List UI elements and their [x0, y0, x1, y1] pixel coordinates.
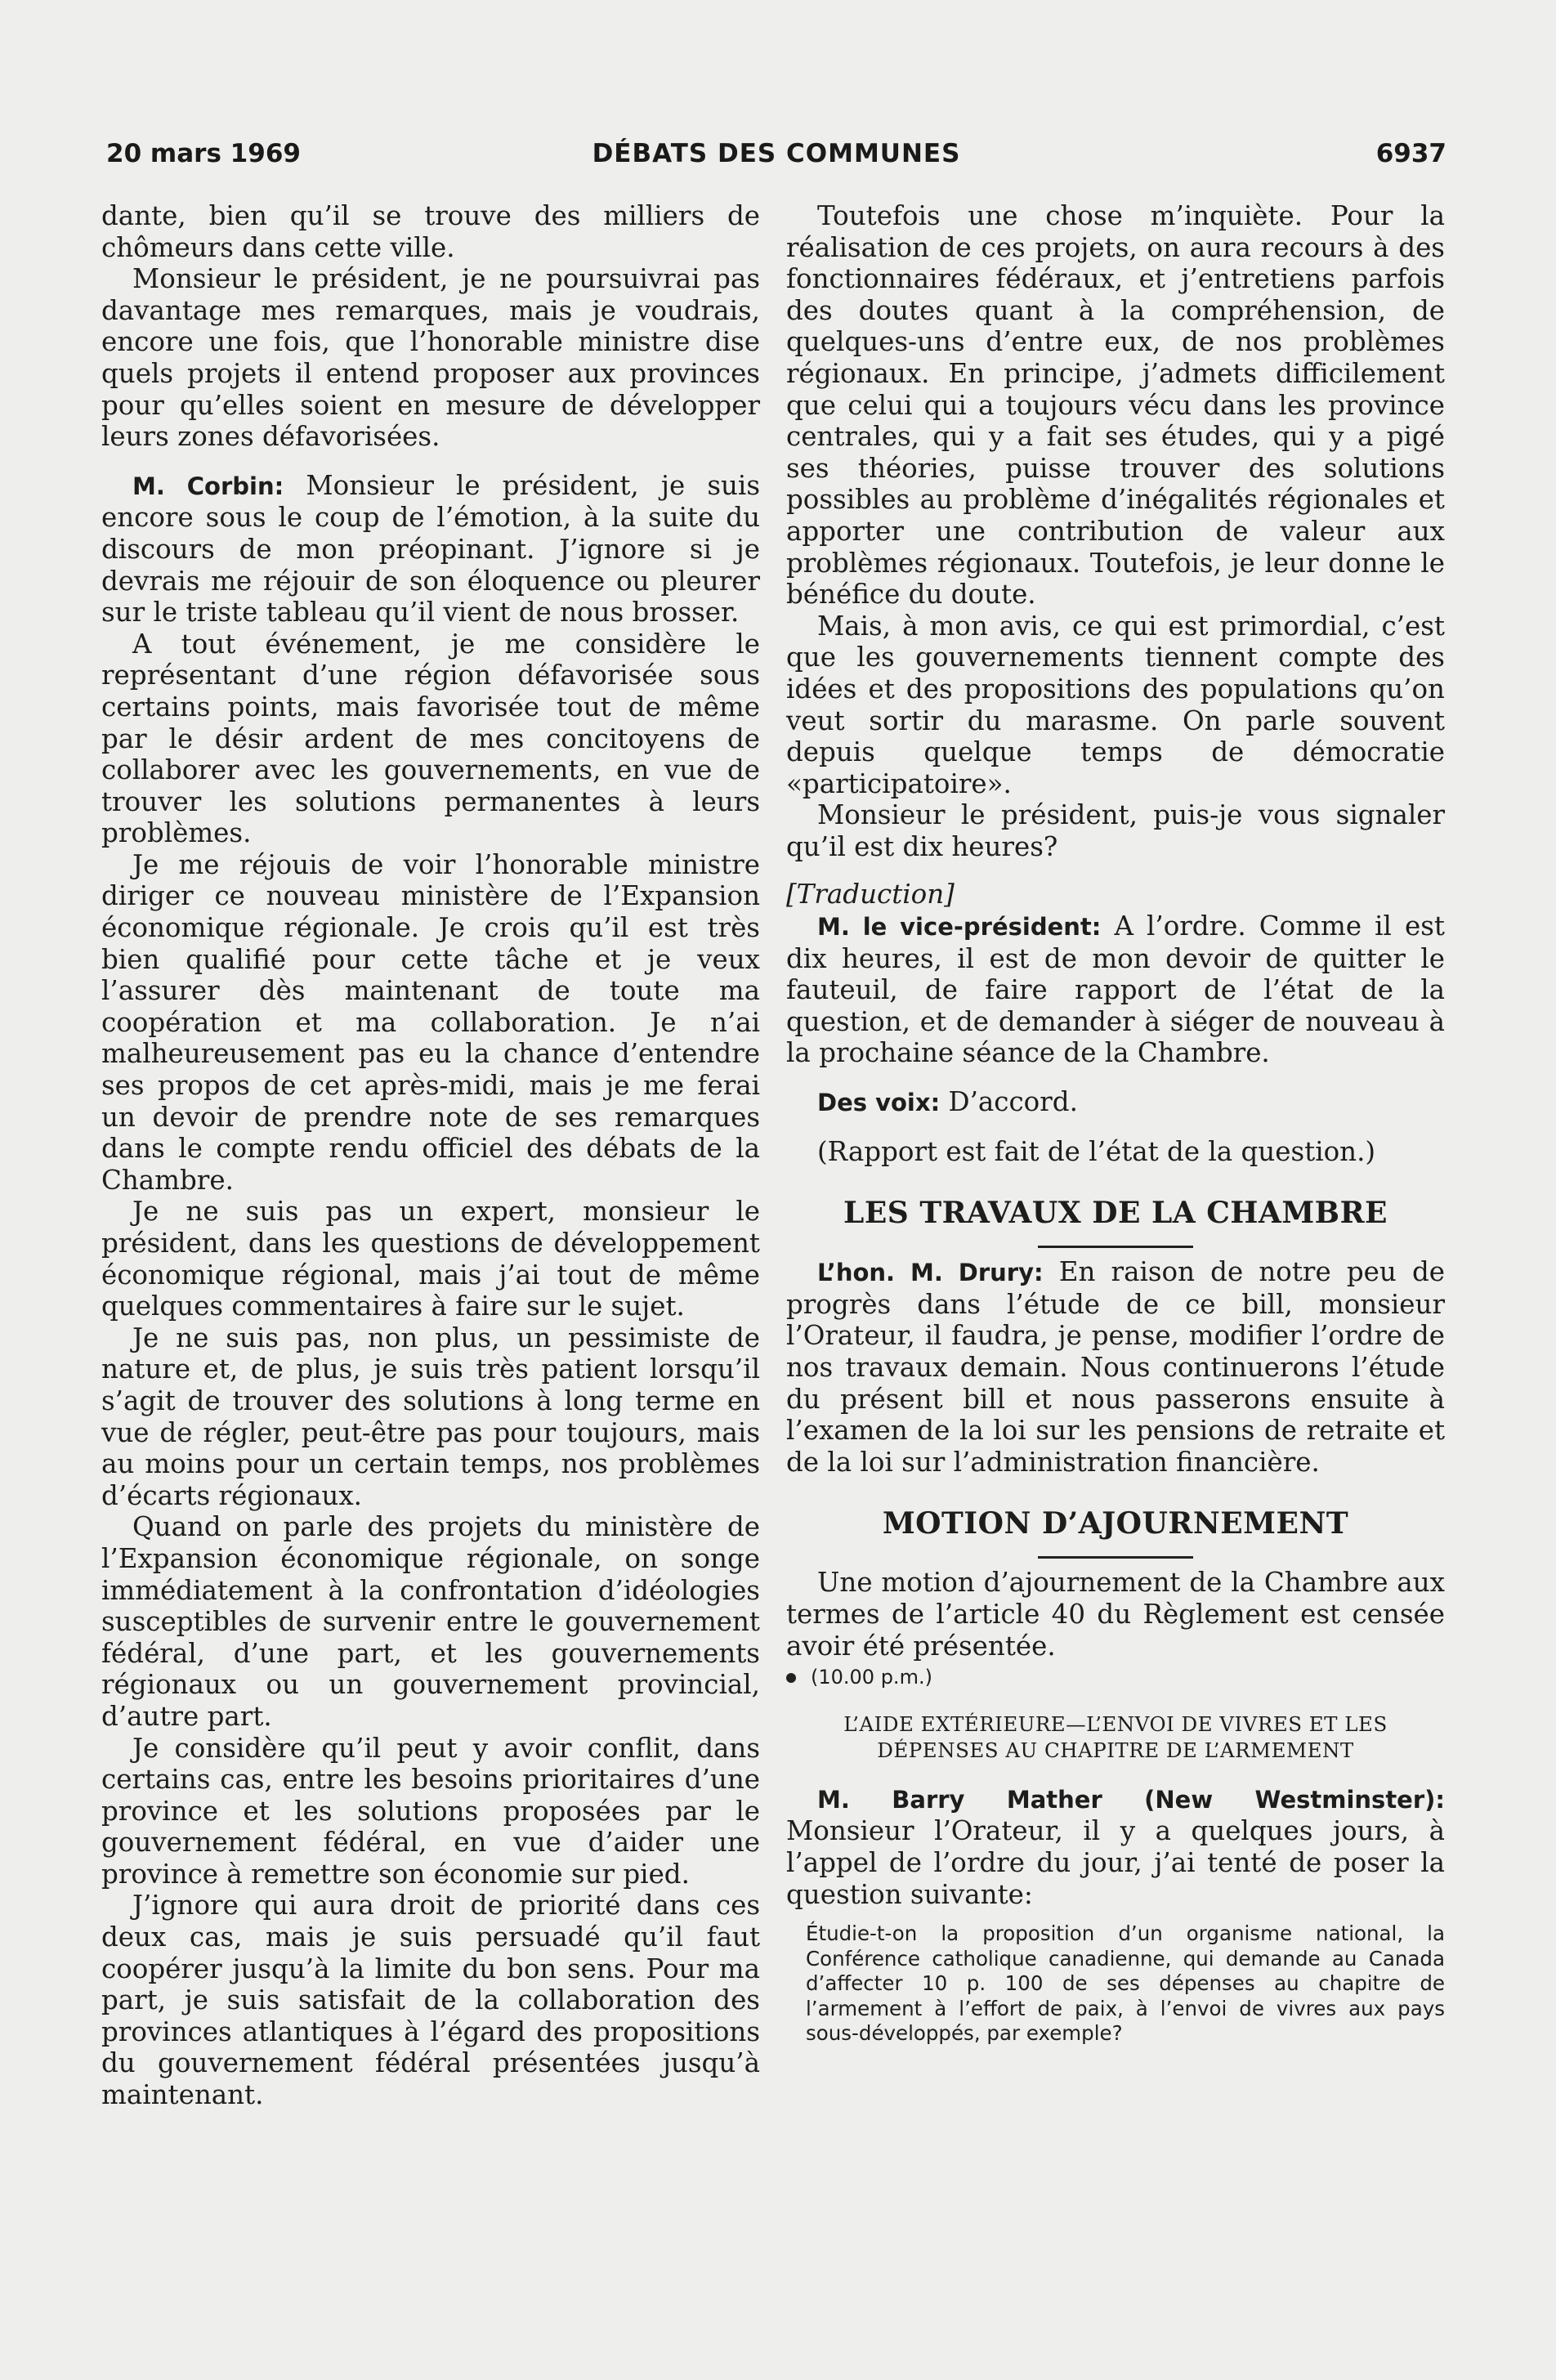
speech-text: En raison de notre peu de progrès dans l’étude de ce bill, monsieur l’Orateur, il faudra, je pense, modifier l’ordre de nos travaux demain. Nous continuerons l’étude du présent bill et nous passerons ensuite à l’examen de la loi sur les pensions de retraite et de la loi sur l’administration financière.	[786, 1256, 1445, 1478]
speech-text: Monsieur l’Orateur, il y a quelques jours, à l’appel de l’ordre du jour, j’ai tenté de poser la question suivante:	[786, 1815, 1445, 1910]
page-header	[106, 139, 1446, 172]
procedural-note: (Rapport est fait de l’état de la question.)	[817, 1135, 1376, 1167]
heading-rule	[1038, 1246, 1193, 1248]
heading-rule	[1038, 1556, 1193, 1559]
paragraph: Quand on parle des projets du ministère de l’Expansion économique régionale, on songe immédiatement à la confrontation d’idéologies susceptibles de survenir entre le gouvernement fédéral, d’une part, et les gouvernements régionaux ou un gouvernement provincial, d’autre part.	[101, 1511, 760, 1732]
paragraph: A tout événement, je me considère le représentant d’une région défavorisée sous certains points, mais favorisée tout de même par le désir ardent de mes concitoyens de collaborer avec les gouvernements, en vue de trouver les solutions permanentes à leurs problèmes.	[101, 628, 760, 849]
paragraph: Monsieur le président, je ne poursuivrai pas davantage mes remarques, mais je voudrais, encore une fois, que l’honorable ministre dise quels projets il entend proposer aux provinces pour qu’elles soient en mesure de développer leurs zones défavorisées.	[101, 263, 760, 453]
speech-paragraph	[786, 910, 1445, 1069]
time-text: (10.00 p.m.)	[811, 1666, 932, 1689]
speaker-name: L’hon. M. Drury:	[817, 1259, 1044, 1287]
speech-paragraph	[786, 1086, 1445, 1119]
speaker-name: Des voix:	[817, 1089, 941, 1117]
speaker-name: M. Barry Mather (New Westminster):	[817, 1785, 1445, 1814]
paragraph: Une motion d’ajournement de la Chambre aux termes de l’article 40 du Règlement est censée avoir été présentée.	[786, 1567, 1445, 1662]
speech-paragraph	[786, 1783, 1445, 1910]
quoted-question: Étudie-t-on la proposition d’un organisme national, la Conférence catholique canadienne, qui demande au Canada d’affecter 10 p. 100 de ses dépenses au chapitre de l’armement à l’effort de paix, à l’envoi de vivres aux pays sous-développés, par exemple?	[806, 1921, 1445, 2046]
speech-paragraph	[101, 470, 760, 629]
left-column	[101, 200, 760, 2111]
right-column	[786, 200, 1445, 2047]
section-heading: MOTION D’AJOURNEMENT	[882, 1506, 1349, 1541]
paragraph: dante, bien qu’il se trouve des milliers de chômeurs dans cette ville.	[101, 200, 760, 263]
speaker-name: M. Corbin:	[132, 472, 284, 500]
paragraph: Toutefois une chose m’inquiète. Pour la réalisation de ces projets, on aura recours à des fonctionnaires fédéraux, et j’entretiens parfois des doutes quant à la compréhension, de quelques-uns d’entre eux, de nos problèmes régionaux. En principe, j’admets difficilement que celui qui a toujours vécu dans les province centrales, qui y a fait ses études, qui y a pigé ses théories, puisse trouver des solutions possibles au problème d’inégalités régionales et apporter une contribution de valeur aux problèmes régionaux. Toutefois, je leur donne le bénéfice du doute.	[786, 200, 1445, 611]
paragraph: Mais, à mon avis, ce qui est primordial, c’est que les gouvernements tiennent compte des idées et des propositions des populations qu’on veut sortir du marasme. On parle souvent depuis quelque temps de démocratie «participatoire».	[786, 610, 1445, 799]
paragraph: J’ignore qui aura droit de priorité dans ces deux cas, mais je suis persuadé qu’il faut coopérer jusqu’à la limite du bon sens. Pour ma part, je suis satisfait de la collaboration des provinces atlantiques à l’égard des propositions du gouvernement fédéral présentées jusqu’à maintenant.	[101, 1890, 760, 2111]
paragraph: Je considère qu’il peut y avoir conflit, dans certains cas, entre les besoins prioritaires d’une province et les solutions proposées par le gouvernement fédéral, en vue d’aider une province à remettre son économie sur pied.	[101, 1732, 760, 1890]
time-stamp	[786, 1662, 1445, 1693]
paragraph: Monsieur le président, puis-je vous signaler qu’il est dix heures?	[786, 799, 1445, 862]
header-date: 20 mars 1969	[106, 139, 301, 168]
header-title: DÉBATS DES COMMUNES	[592, 139, 961, 168]
speech-text: D’accord.	[948, 1086, 1078, 1118]
bullet-icon	[786, 1673, 796, 1683]
paragraph: Je ne suis pas, non plus, un pessimiste de nature et, de plus, je suis très patient lorsqu’il s’agit de trouver des solutions à long terme en vue de régler, peut-être pas pour toujours, mais au moins pour un certain temps, nos problèmes d’écarts régionaux.	[101, 1322, 760, 1511]
speaker-name: M. le vice-président:	[817, 913, 1102, 942]
section-heading: LES TRAVAUX DE LA CHAMBRE	[843, 1196, 1388, 1231]
speech-text: Monsieur le président, je suis encore sous le coup de l’émotion, à la suite du discours de mon préopinant. J’ignore si je devrais me réjouir de son éloquence ou pleurer sur le triste tableau qu’il vient de nous brosser.	[101, 469, 760, 629]
paragraph: Je ne suis pas un expert, monsieur le président, dans les questions de développement économique régional, mais j’ai tout de même quelques commentaires à faire sur le sujet.	[101, 1196, 760, 1322]
sub-heading: L’AIDE EXTÉRIEURE—L’ENVOI DE VIVRES ET LES DÉPENSES AU CHAPITRE DE L’ARMEMENT	[843, 1711, 1388, 1762]
header-page-number: 6937	[1375, 139, 1446, 168]
speech-paragraph	[786, 1256, 1445, 1478]
speech-text: A l’ordre. Comme il est dix heures, il est de mon devoir de quitter le fauteuil, de faire rapport de l’état de la question, et de demander à siéger de nouveau à la prochaine séance de la Chambre.	[786, 910, 1445, 1069]
paragraph: Je me réjouis de voir l’honorable ministre diriger ce nouveau ministère de l’Expansion économique régionale. Je crois qu’il est très bien qualifié pour cette tâche et je veux l’assurer dès maintenant de toute ma coopération et ma collaboration. Je n’ai malheureusement pas eu la chance d’entendre ses propos de cet après-midi, mais je me ferai un devoir de prendre note de ses remarques dans le compte rendu officiel des débats de la Chambre.	[101, 848, 760, 1196]
translation-note: [Traduction]	[786, 879, 955, 910]
